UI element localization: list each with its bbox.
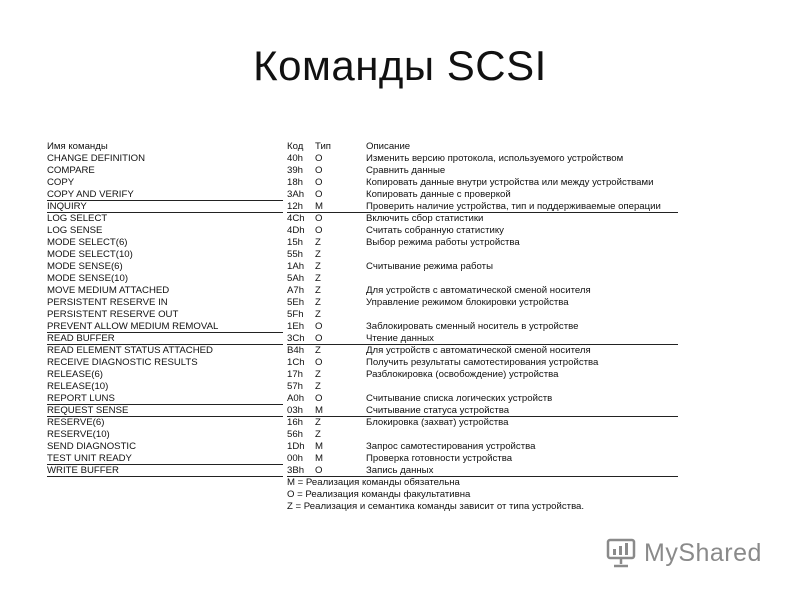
command-description-cell: Изменить версию протокола, используемого устройством [366, 153, 624, 164]
command-name-cell: RESERVE(6) [47, 417, 105, 428]
header-code: Код [287, 141, 304, 152]
table-row [47, 165, 767, 177]
command-code-cell: 57h [287, 381, 304, 392]
table-row [47, 381, 767, 393]
command-description-cell: Включить сбор статистики [366, 213, 484, 224]
command-type-cell: Z [315, 345, 321, 356]
table-row [47, 273, 767, 285]
command-code-cell: 55h [287, 249, 304, 260]
command-name-cell: LOG SENSE [47, 225, 103, 236]
table-row [47, 237, 767, 249]
command-name-cell: MODE SELECT(6) [47, 237, 128, 248]
command-type-cell: M [315, 405, 323, 416]
command-name-cell: PERSISTENT RESERVE OUT [47, 309, 179, 320]
table-row [47, 465, 767, 477]
table-row [47, 153, 767, 165]
command-type-cell: O [315, 213, 323, 224]
command-type-cell: M [315, 453, 323, 464]
logo-text: MyShared [644, 538, 762, 567]
table-row [47, 333, 767, 345]
command-name-cell: COPY [47, 177, 75, 188]
command-type-cell: O [315, 177, 323, 188]
command-code-cell: 03h [287, 405, 304, 416]
command-description-cell: Чтение данных [366, 333, 434, 344]
command-type-cell: Z [315, 285, 321, 296]
command-type-cell: O [315, 165, 323, 176]
command-type-cell: Z [315, 237, 321, 248]
command-code-cell: 5Fh [287, 309, 304, 320]
command-code-cell: 4Ch [287, 213, 305, 224]
table-row [47, 213, 767, 225]
commands-table [47, 141, 767, 477]
header-type: Тип [315, 141, 331, 152]
command-code-cell: 3Ah [287, 189, 305, 200]
command-name-cell: REQUEST SENSE [47, 405, 129, 416]
command-description-cell: Управление режимом блокировки устройства [366, 297, 569, 308]
command-description-cell: Для устройств с автоматической сменой носителя [366, 285, 591, 296]
command-description-cell: Заблокировать сменный носитель в устройстве [366, 321, 579, 332]
command-description-cell: Для устройств с автоматической сменой носителя [366, 345, 591, 356]
command-type-cell: Z [315, 381, 321, 392]
table-row [47, 441, 767, 453]
note-mandatory: M = Реализация команды обязательна [287, 477, 460, 488]
command-code-cell: 1Ah [287, 261, 305, 272]
command-type-cell: O [315, 393, 323, 404]
table-row [47, 285, 767, 297]
table-row [47, 393, 767, 405]
command-description-cell: Считывание списка логических устройств [366, 393, 553, 404]
table-row [47, 297, 767, 309]
command-code-cell: 3Ch [287, 333, 305, 344]
command-type-cell: O [315, 321, 323, 332]
note-optional: O = Реализация команды факультативна [287, 489, 471, 500]
command-type-cell: Z [315, 309, 321, 320]
command-description-cell: Запись данных [366, 465, 434, 476]
command-name-cell: RELEASE(6) [47, 369, 103, 380]
table-row [47, 345, 767, 357]
command-name-cell: WRITE BUFFER [47, 465, 119, 476]
command-type-cell: M [315, 201, 323, 212]
command-type-cell: Z [315, 429, 321, 440]
command-name-cell: PERSISTENT RESERVE IN [47, 297, 168, 308]
command-code-cell: 5Ah [287, 273, 305, 284]
table-row [47, 369, 767, 381]
command-code-cell: A0h [287, 393, 305, 404]
command-code-cell: 5Eh [287, 297, 305, 308]
command-code-cell: 39h [287, 165, 304, 176]
table-row [47, 225, 767, 237]
command-type-cell: Z [315, 369, 321, 380]
command-type-cell: Z [315, 417, 321, 428]
command-name-cell: CHANGE DEFINITION [47, 153, 146, 164]
command-description-cell: Копировать данные с проверкой [366, 189, 511, 200]
command-code-cell: 00h [287, 453, 304, 464]
command-type-cell: Z [315, 273, 321, 284]
command-name-cell: READ ELEMENT STATUS ATTACHED [47, 345, 213, 356]
table-row [47, 405, 767, 417]
command-code-cell: 1Eh [287, 321, 305, 332]
command-name-cell: RELEASE(10) [47, 381, 109, 392]
command-type-cell: Z [315, 297, 321, 308]
command-code-cell: 12h [287, 201, 304, 212]
command-name-cell: INQUIRY [47, 201, 87, 212]
table-body [47, 153, 767, 477]
command-code-cell: 40h [287, 153, 304, 164]
command-name-cell: REPORT LUNS [47, 393, 115, 404]
command-name-cell: LOG SELECT [47, 213, 108, 224]
command-type-cell: O [315, 189, 323, 200]
table-row [47, 429, 767, 441]
command-type-cell: M [315, 441, 323, 452]
table-row [47, 309, 767, 321]
command-code-cell: B4h [287, 345, 305, 356]
command-code-cell: 18h [287, 177, 304, 188]
table-row [47, 249, 767, 261]
command-description-cell: Запрос самотестирования устройства [366, 441, 536, 452]
command-name-cell: MODE SENSE(6) [47, 261, 123, 272]
table-row [47, 417, 767, 429]
command-type-cell: O [315, 357, 323, 368]
command-code-cell: 15h [287, 237, 304, 248]
table-row [47, 261, 767, 273]
header-command-name: Имя команды [47, 141, 108, 152]
command-description-cell: Получить результаты самотестирования устройства [366, 357, 599, 368]
command-name-cell: RESERVE(10) [47, 429, 110, 440]
command-description-cell: Блокировка (захват) устройства [366, 417, 509, 428]
command-name-cell: PREVENT ALLOW MEDIUM REMOVAL [47, 321, 219, 332]
table-row [47, 357, 767, 369]
command-code-cell: 56h [287, 429, 304, 440]
command-description-cell: Считывание статуса устройства [366, 405, 510, 416]
slide-title: Команды SCSI [253, 42, 547, 89]
command-name-cell: COMPARE [47, 165, 95, 176]
command-code-cell: 1Ch [287, 357, 305, 368]
myshared-logo-icon [606, 537, 638, 569]
command-type-cell: O [315, 153, 323, 164]
command-code-cell: 16h [287, 417, 304, 428]
command-name-cell: RECEIVE DIAGNOSTIC RESULTS [47, 357, 198, 368]
command-name-cell: MODE SELECT(10) [47, 249, 133, 260]
command-description-cell: Считывание режима работы [366, 261, 493, 272]
command-description-cell: Считать собранную статистику [366, 225, 504, 236]
command-type-cell: O [315, 225, 323, 236]
command-name-cell: TEST UNIT READY [47, 453, 132, 464]
command-code-cell: 3Bh [287, 465, 305, 476]
note-device-specific: Z = Реализация и семантика команды зависит от типа устройства. [287, 501, 585, 512]
command-type-cell: O [315, 465, 323, 476]
table-row [47, 201, 767, 213]
myshared-logo [606, 536, 762, 570]
command-code-cell: A7h [287, 285, 305, 296]
command-description-cell: Копировать данные внутри устройства или между устройствами [366, 177, 654, 188]
command-description-cell: Проверка готовности устройства [366, 453, 513, 464]
command-code-cell: 1Dh [287, 441, 305, 452]
command-name-cell: SEND DIAGNOSTIC [47, 441, 137, 452]
command-name-cell: MOVE MEDIUM ATTACHED [47, 285, 170, 296]
command-type-cell: Z [315, 261, 321, 272]
table-row [47, 177, 767, 189]
table-row [47, 189, 767, 201]
legend-notes [287, 477, 584, 513]
command-type-cell: Z [315, 249, 321, 260]
command-name-cell: MODE SENSE(10) [47, 273, 129, 284]
table-row [47, 453, 767, 465]
header-description: Описание [366, 141, 411, 152]
table-header-row [47, 141, 767, 153]
command-name-cell: COPY AND VERIFY [47, 189, 134, 200]
command-code-cell: 4Dh [287, 225, 305, 236]
table-row [47, 321, 767, 333]
command-description-cell: Выбор режима работы устройства [366, 237, 520, 248]
command-type-cell: O [315, 333, 323, 344]
command-description-cell: Разблокировка (освобождение) устройства [366, 369, 559, 380]
command-code-cell: 17h [287, 369, 304, 380]
row-underline-left [47, 476, 283, 477]
command-name-cell: READ BUFFER [47, 333, 115, 344]
command-description-cell: Проверить наличие устройства, тип и поддерживаемые операции [366, 201, 661, 212]
command-description-cell: Сравнить данные [366, 165, 446, 176]
